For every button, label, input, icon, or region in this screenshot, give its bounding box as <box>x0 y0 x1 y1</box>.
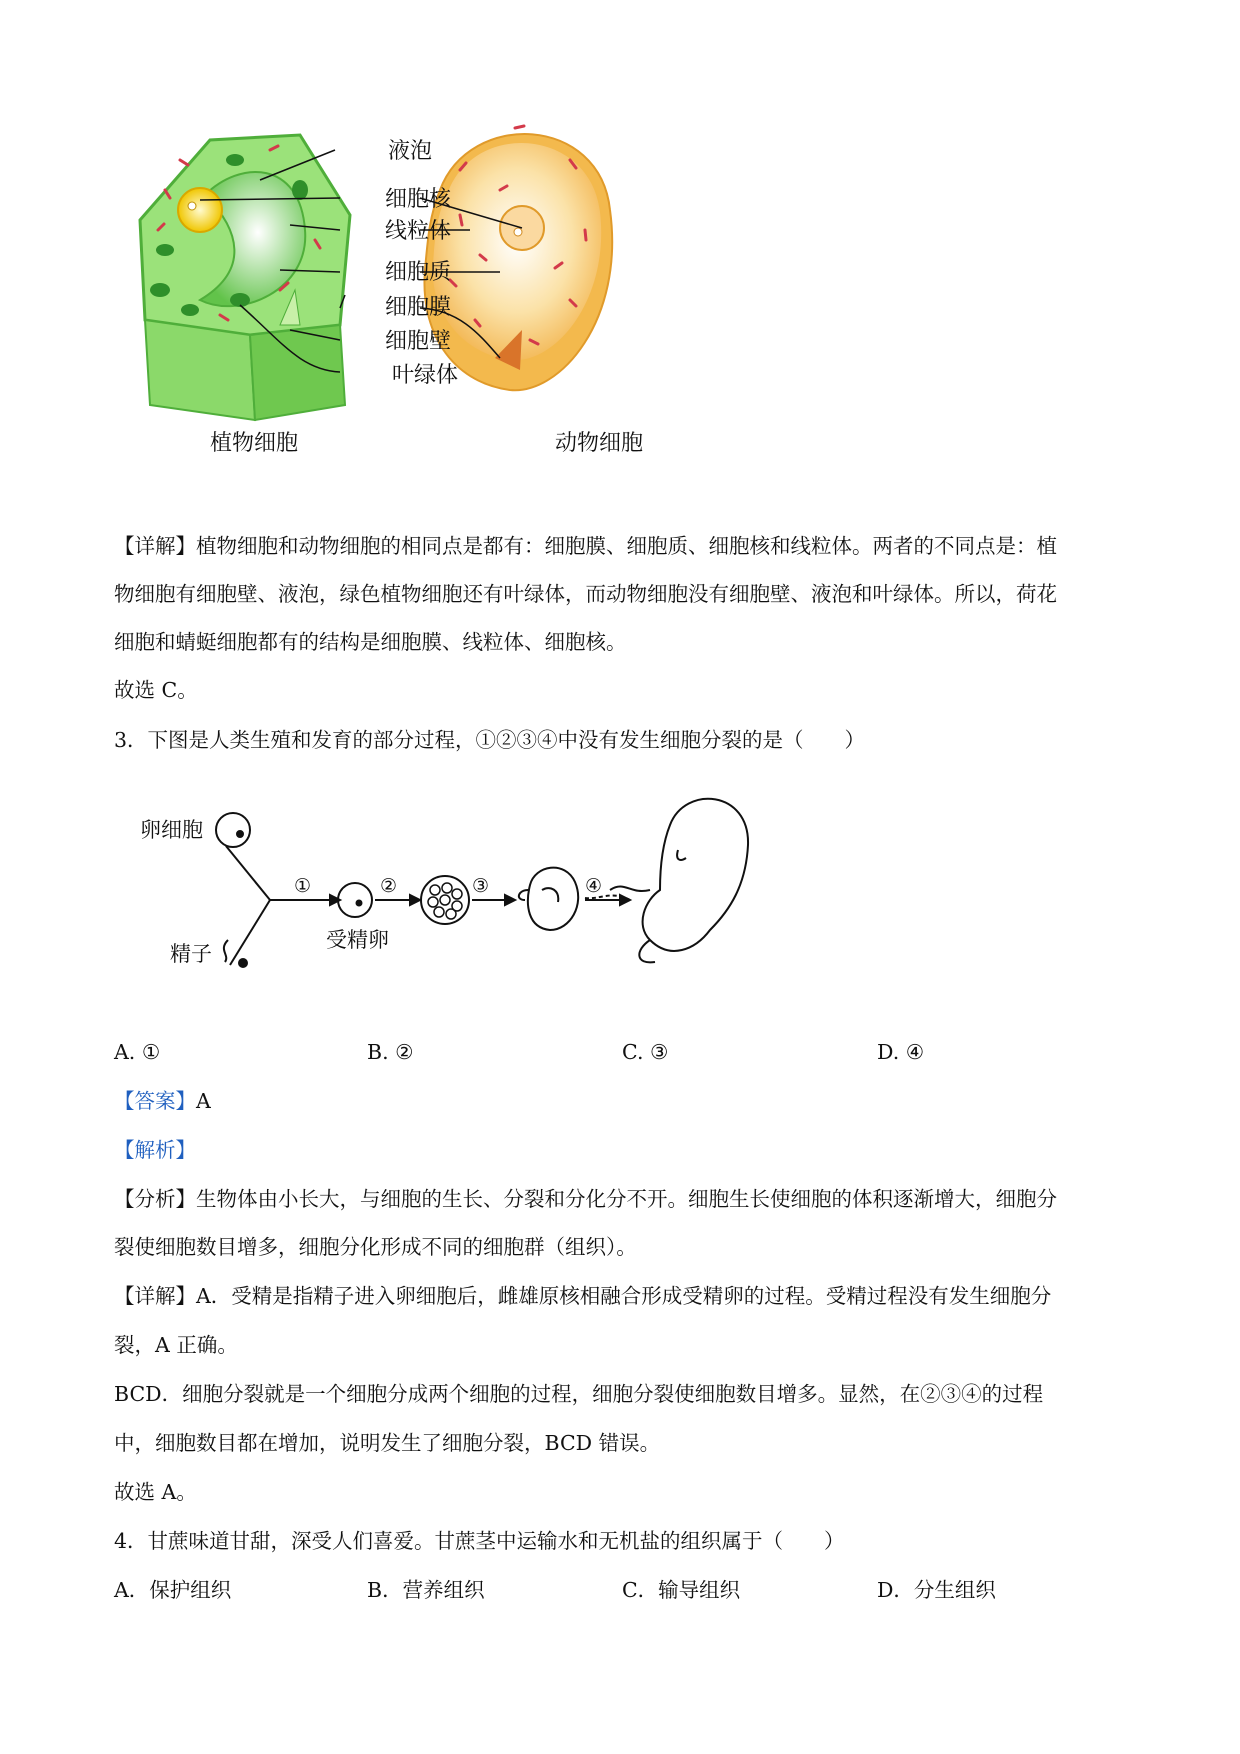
q3-detail-line-1: 【详解】A．受精是指精子进入卵细胞后，雌雄原核相融合形成受精卵的过程。受精过程没有发生细胞分 <box>114 1284 1052 1308</box>
reproduction-diagram <box>130 790 790 990</box>
analysis-tag: 【解析】 <box>114 1138 196 1162</box>
label-vacuole: 液泡 <box>388 139 433 164</box>
q3-option-a: A. ① <box>114 1040 161 1064</box>
label-egg-cell: 卵细胞 <box>140 818 203 842</box>
label-nucleus: 细胞核 <box>385 187 452 212</box>
step-1: ① <box>294 875 312 897</box>
q3-detail-line-2: 裂，A 正确。 <box>114 1333 238 1357</box>
q3-option-d: D. ④ <box>877 1040 925 1064</box>
label-zygote: 受精卵 <box>326 928 389 952</box>
q3-option-c: C. ③ <box>622 1040 669 1064</box>
q4-option-b: B．营养组织 <box>367 1578 485 1602</box>
q3-question: 3．下图是人类生殖和发育的部分过程，①②③④中没有发生细胞分裂的是（ ） <box>114 728 866 752</box>
label-chloroplast: 叶绿体 <box>392 363 459 388</box>
q4-question: 4．甘蔗味道甘甜，深受人们喜爱。甘蔗茎中运输水和无机盐的组织属于（ ） <box>114 1529 845 1553</box>
q3-detail-line-3: BCD．细胞分裂就是一个细胞分成两个细胞的过程，细胞分裂使细胞数目增多。显然，在②③④的过程 <box>114 1382 1044 1406</box>
animal-cell <box>424 126 612 390</box>
label-cell-wall: 细胞壁 <box>385 329 452 354</box>
q3-analysis-line-2: 裂使细胞数目增多，细胞分化形成不同的细胞群（组织）。 <box>114 1235 637 1259</box>
q3-answer <box>114 1087 211 1115</box>
q4-option-c: C．输导组织 <box>622 1578 741 1602</box>
answer-value: A <box>196 1089 211 1113</box>
label-mitochondria: 线粒体 <box>385 219 452 244</box>
caption-plant-cell: 植物细胞 <box>210 431 299 456</box>
label-cytoplasm: 细胞质 <box>385 260 452 285</box>
label-membrane: 细胞膜 <box>385 295 452 320</box>
caption-animal-cell: 动物细胞 <box>555 431 644 456</box>
step-3: ③ <box>472 875 490 897</box>
step-2: ② <box>380 875 398 897</box>
answer-tag: 【答案】 <box>114 1089 196 1113</box>
q4-option-a: A．保护组织 <box>114 1578 232 1602</box>
step-4: ④ <box>585 875 603 897</box>
q2-conclusion: 故选 C。 <box>114 678 198 702</box>
plant-cell <box>140 135 350 420</box>
label-sperm: 精子 <box>170 942 212 966</box>
q3-detail-line-4: 中，细胞数目都在增加，说明发生了细胞分裂，BCD 错误。 <box>114 1431 661 1455</box>
q4-option-d: D．分生组织 <box>877 1578 996 1602</box>
q3-option-b: B. ② <box>367 1040 414 1064</box>
q3-analysis-line-1: 【分析】生物体由小长大，与细胞的生长、分裂和分化分不开。细胞生长使细胞的体积逐渐增大，细胞分 <box>114 1187 1057 1211</box>
q2-detail-line-1: 【详解】植物细胞和动物细胞的相同点是都有：细胞膜、细胞质、细胞核和线粒体。两者的不同点是：植 <box>114 534 1057 558</box>
q2-detail-line-2: 物细胞有细胞壁、液泡，绿色植物细胞还有叶绿体，而动物细胞没有细胞壁、液泡和叶绿体。所以，荷花 <box>114 582 1057 606</box>
q3-conclusion: 故选 A。 <box>114 1480 197 1504</box>
q2-detail-line-3: 细胞和蜻蜓细胞都有的结构是细胞膜、线粒体、细胞核。 <box>114 630 627 654</box>
